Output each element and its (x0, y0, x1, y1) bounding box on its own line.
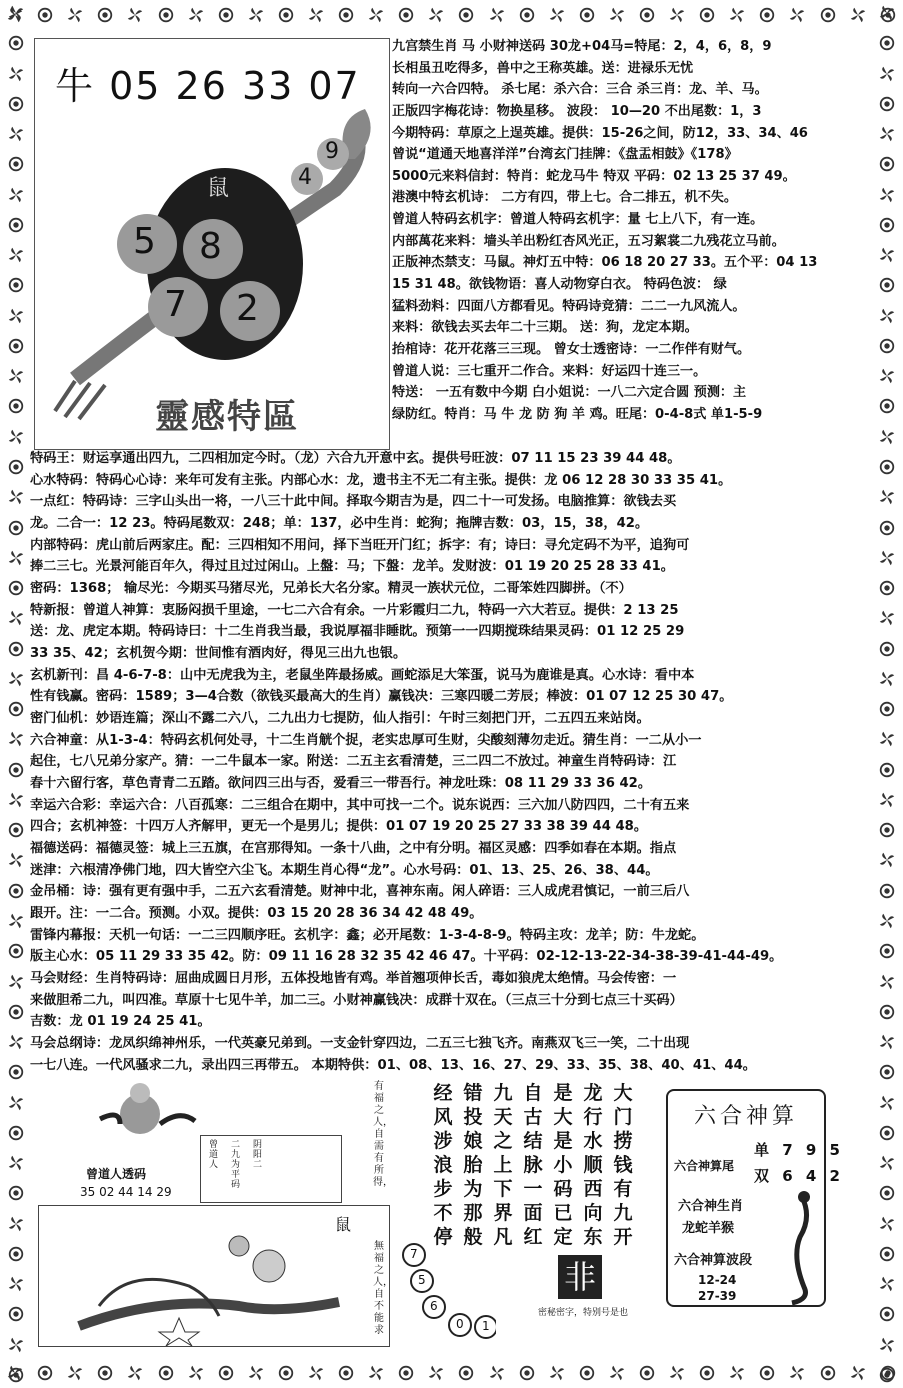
spiral-icon (878, 700, 896, 718)
spiral-icon (217, 6, 235, 24)
pinwheel-icon (7, 1094, 25, 1112)
pinwheel-icon (548, 1364, 566, 1382)
info-line: 内部萬花来料：墙头羊出粉红杏风光正，五习絮裳二九残花立马前。 (392, 233, 785, 249)
zodiac-value: 龙蛇羊猴 (682, 1221, 735, 1236)
pinwheel-icon (7, 730, 25, 748)
info-line: 绿防红。特肖：马 牛 龙 防 狗 羊 鸡。旺尾：0-4-8式 单1-5-9 (392, 406, 763, 422)
spiral-icon (878, 397, 896, 415)
info-line: 曾道人说：三七重开二作合。来料：好运四十连三一。 (392, 363, 707, 379)
info-line: 雷锋内幕报：天机一句话：一二三四顺序旺。玄机字：鑫；必开尾数：1-3-4-8-9。特码主攻：龙羊；防：牛龙蛇。 (30, 927, 705, 943)
info-line: 春十六留行客，草色青青二五踏。欲问四三出与否，爱看三一带吾行。神龙吐珠：08 11 29 33 36 42。 (30, 776, 652, 792)
info-line: 心水特码：特码心心诗：来年可发有主张。内部心水：龙，遗书主不无二有主张。提供：龙 06 12 28 30 33 35 41。 (30, 472, 732, 488)
spiral-icon (878, 821, 896, 839)
spiral-icon (878, 1184, 896, 1202)
spiral-icon (819, 6, 837, 24)
ball-digit: 7 (410, 1247, 418, 1261)
info-line: 六合神童：从1-3-4：特码玄机何处寻，十二生肖觥个捉，老实忠厚可生财，尖酸刻薄勿走近。猜生肖：一二从小一 (30, 732, 702, 748)
pinwheel-icon (7, 851, 25, 869)
pinwheel-icon (488, 6, 506, 24)
pinwheel-icon (878, 4, 896, 22)
side-note: 無福之人，自不能求 (373, 1241, 393, 1336)
spiral-icon (7, 216, 25, 234)
info-line: 密门仙机：妙语连篇；深山不露二六八，二九出力七提防，仙人指引：午时三刻把门开，二五四五来站岗。 (30, 711, 650, 727)
poem-column: 经风涉浪步不停 (433, 1082, 453, 1248)
ball-number: 7 (164, 284, 187, 325)
info-line: 长相虽丑吃得多，兽中之王称英雄。送：进禄乐无忧 (392, 60, 694, 76)
liuhe-title: 六合神算 (693, 1104, 798, 1129)
pinwheel-icon (668, 1364, 686, 1382)
side-note: 有福之人，自需有所得， (373, 1081, 393, 1188)
right-text-column (392, 36, 872, 426)
logo-panel (34, 38, 390, 450)
pinwheel-icon (878, 428, 896, 446)
pinwheel-icon (788, 1364, 806, 1382)
poem-column: 是大是小码已定 (553, 1082, 573, 1248)
info-line: 来做胆希二九，叫四准。草原十七见牛羊，加二三。小财神赢钱决：成群十双在。（三点三十分到七点三十买码） (30, 992, 683, 1008)
small-box (200, 1135, 342, 1203)
pinwheel-icon (728, 6, 746, 24)
pinwheel-icon (7, 367, 25, 385)
spiral-icon (578, 1364, 596, 1382)
stem-number: 4 (298, 165, 312, 190)
spiral-icon (96, 6, 114, 24)
pinwheel-icon (878, 912, 896, 930)
spiral-icon (878, 1124, 896, 1142)
daoren-numbers: 35 02 44 14 29 (80, 1185, 172, 1199)
liuhe-shensuan-box (666, 1089, 844, 1307)
info-line: 九宫禁生肖 马 小财神送码 30龙+04马=特尾：2，4，6，8，9 (392, 39, 772, 54)
pinwheel-icon (367, 6, 385, 24)
pinwheel-icon (367, 1364, 385, 1382)
pinwheel-icon (878, 186, 896, 204)
spiral-icon (7, 1245, 25, 1263)
pinwheel-icon (878, 246, 896, 264)
spiral-icon (7, 1305, 25, 1323)
pinwheel-icon (7, 791, 25, 809)
info-line: 送：龙、虎定本期。特码诗曰：十二生肖我当最，我说厚福非睡眈。预第一一四期搅珠结果灵码：01 12 25 29 (30, 624, 685, 640)
wave-label: 六合神算波段 (674, 1253, 753, 1268)
spiral-icon (7, 276, 25, 294)
info-line: 港澳中特玄机诗： 二方有四，带上七。合二排五，机不失。 (392, 190, 737, 206)
spiral-icon (878, 95, 896, 113)
logo-numbers: 牛 05 26 33 07 (55, 64, 361, 108)
spiral-icon (819, 1364, 837, 1382)
poem-column: 龙行水顺西向东 (583, 1082, 603, 1248)
info-line: 转向一六合四特。 杀七尾：杀六合：三合 杀三肖：龙、羊、马。 (392, 82, 768, 98)
pinwheel-icon (878, 670, 896, 688)
spiral-icon (277, 6, 295, 24)
info-line: 密码：1368； 输尽光：今期买马猪尽光，兄弟长大名分家。精灵一族状元位，二哥笨姓四脚拼。（不） (30, 581, 632, 597)
odd-numbers: 单 7 9 5 (754, 1141, 844, 1159)
right-border (873, 0, 901, 1388)
pinwheel-icon (608, 6, 626, 24)
pinwheel-icon (66, 1364, 84, 1382)
ball-number: 5 (133, 221, 156, 262)
info-line: 玄机新刊：昌 4-6-7-8：山中无虎我为主，老鼠坐阵最扬威。画蛇添足大笨蛋，说马为鹿谁是真。心水诗：看中本 (30, 667, 695, 683)
info-line: 版主心水：05 11 29 33 35 42。防：09 11 16 28 32 35 42 46 47。十平码：02-12-13-22-34-38-39-41-44-49。 (30, 949, 783, 965)
pinwheel-icon (488, 1364, 506, 1382)
main-text-block (30, 448, 873, 1076)
pinwheel-icon (548, 6, 566, 24)
pinwheel-icon (849, 6, 867, 24)
spiral-icon (7, 34, 25, 52)
spiral-icon (878, 519, 896, 537)
spiral-icon (7, 337, 25, 355)
spiral-icon (878, 216, 896, 234)
pinwheel-icon (849, 1364, 867, 1382)
even-numbers: 双 6 4 2 (754, 1167, 844, 1185)
spiral-icon (878, 34, 896, 52)
spiral-icon (7, 519, 25, 537)
spiral-icon (7, 700, 25, 718)
tail-label: 六合神算尾 (674, 1159, 735, 1173)
spiral-icon (638, 1364, 656, 1382)
info-line: 幸运六合彩：幸运六合：八百孤寒：二三组合在期中，其中可找一二个。说东说西：三六加八防四四，二十有五来 (30, 797, 690, 813)
info-line: 正版四字梅花诗：物换星移。 波段： 10—20 不出尾数：1，3 (392, 103, 762, 119)
spiral-icon (337, 6, 355, 24)
spiral-icon (878, 579, 896, 597)
spiral-icon (698, 6, 716, 24)
pinwheel-icon (247, 1364, 265, 1382)
info-line: 一七八连。一代风骚求二九，录出四三再带五。 本期特供：01、08、13、16、27、29、33、35、38、40、41、44。 (30, 1057, 756, 1073)
spiral-icon (217, 1364, 235, 1382)
spiral-icon (7, 95, 25, 113)
info-line: 跟开。注：一二合。预测。小双。提供：03 15 20 28 36 34 42 48 49。 (30, 906, 483, 922)
spiral-icon (7, 942, 25, 960)
stem-number: 9 (325, 139, 339, 164)
pinwheel-icon (788, 6, 806, 24)
spiral-icon (878, 458, 896, 476)
spiral-icon (518, 6, 536, 24)
pinwheel-icon (7, 125, 25, 143)
info-line: 龙。二合一：12 23。特码尾数双：248；单：137，必中生肖：蛇狗；拖牌吉数：03，15，38，42。 (30, 516, 649, 532)
small-col-text: 阴阳二 (253, 1140, 263, 1170)
spiral-icon (7, 882, 25, 900)
spiral-icon (7, 155, 25, 173)
pinwheel-icon (427, 6, 445, 24)
spiral-icon (337, 1364, 355, 1382)
spiral-icon (7, 761, 25, 779)
info-line: 金吊桶：诗：强有更有强中手，二五六玄看清楚。财神中北，喜神东南。闲人碎语：三人成虎君慎记，一前三后八 (30, 884, 690, 900)
pinwheel-icon (878, 1275, 896, 1293)
spiral-icon (7, 1003, 25, 1021)
spiral-icon (878, 1366, 896, 1384)
info-line: 抬棺诗：花开花落三三现。 曾女士透密诗：一二作伴有财气。 (392, 341, 751, 357)
pinwheel-icon (668, 6, 686, 24)
info-line: 起住，七八兄弟分家产。猜：一二牛鼠本一家。附送：二五主玄看清楚，三二四二不放过。神童生肖特码诗：江 (30, 754, 677, 770)
pinwheel-icon (878, 65, 896, 83)
spiral-icon (7, 821, 25, 839)
pinwheel-icon (7, 246, 25, 264)
pinwheel-icon (7, 1275, 25, 1293)
pinwheel-icon (878, 367, 896, 385)
pinwheel-icon (427, 1364, 445, 1382)
info-line: 曾道人特码玄机字：曾道人特码玄机字：量 七上八下，有一连。 (392, 212, 764, 228)
bottom-border (0, 1360, 903, 1386)
pinwheel-icon (878, 791, 896, 809)
ball-digit: 0 (456, 1317, 464, 1331)
zodiac-mark: 鼠 (335, 1215, 352, 1234)
poem-column: 大门捞钱有九开 (613, 1082, 633, 1248)
spiral-icon (878, 882, 896, 900)
info-line: 5000元来料信封：特肖：蛇龙马牛 特双 平码：02 13 25 37 49。 (392, 168, 796, 184)
pinwheel-icon (7, 1336, 25, 1354)
wave-value: 27-39 (698, 1289, 737, 1303)
fei-caption: 密秘密字，特别号是也 (538, 1308, 629, 1318)
logo-title: 靈感特區 (155, 397, 299, 437)
pinwheel-icon (7, 1154, 25, 1172)
spiral-icon (578, 6, 596, 24)
bottom-section (30, 1075, 873, 1360)
page-content (30, 30, 873, 1360)
info-line: 捧二三七。光景河能百年久，得过且过过闲山。上盤：马；下盤：龙羊。发财波：01 19 20 25 28 33 41。 (30, 559, 674, 575)
spiral-icon (36, 1364, 54, 1382)
spiral-icon (7, 640, 25, 658)
left-border (2, 0, 30, 1388)
spiral-icon (7, 1184, 25, 1202)
spiral-icon (878, 761, 896, 779)
pinwheel-icon (878, 1336, 896, 1354)
info-line: 特送： 一五有数中今期 白小姐说：一八二六定合圆 预测：主 (392, 385, 747, 401)
spiral-icon (878, 155, 896, 173)
info-line: 迷津：六根清净佛门地，四大皆空六尘飞。本期生肖心得“龙”。心水号码：01、13、25、26、38、44。 (30, 862, 659, 878)
spiral-icon (457, 6, 475, 24)
info-line: 今期特码：草原之上逞英雄。提供：15-26之间，防12，33、34、46 (392, 125, 808, 141)
hatch-lines (55, 381, 105, 419)
spiral-icon (7, 579, 25, 597)
info-line: 曾说“道通天地喜洋洋”台湾玄门挂牌：《盘盂相鼓》《178》 (392, 147, 738, 163)
pinwheel-icon (878, 973, 896, 991)
spiral-icon (457, 1364, 475, 1382)
pinwheel-icon (878, 1154, 896, 1172)
spiral-icon (878, 942, 896, 960)
info-line: 福德送码：福德灵签：城上三五旗，在宫那得知。一条十八曲，之中有分明。福区灵感：四季如春在本期。指点 (30, 841, 677, 857)
pinwheel-icon (878, 549, 896, 567)
info-line: 猛料劲料：四面八方都看见。特码诗竞猜：二二一九风流人。 (392, 298, 746, 314)
ball-digit: 1 (482, 1319, 490, 1333)
pinwheel-icon (247, 6, 265, 24)
pinwheel-icon (307, 1364, 325, 1382)
pinwheel-icon (7, 65, 25, 83)
spiral-icon (7, 1366, 25, 1384)
spiral-icon (758, 6, 776, 24)
poem-column: 九天之上下界凡 (493, 1082, 513, 1248)
spiral-icon (397, 6, 415, 24)
spiral-icon (7, 397, 25, 415)
pinwheel-icon (7, 670, 25, 688)
pinwheel-icon (7, 4, 25, 22)
spiral-icon (96, 1364, 114, 1382)
illustration-box (38, 1205, 390, 1347)
spiral-icon (698, 1364, 716, 1382)
pinwheel-icon (307, 6, 325, 24)
info-line: 吉数：龙 01 19 24 25 41。 (30, 1014, 211, 1030)
pinwheel-icon (878, 125, 896, 143)
spiral-icon (397, 1364, 415, 1382)
pinwheel-icon (878, 1215, 896, 1233)
info-line: 一点红：特码诗：三字山头出一将，一八三十此中间。择取今期吉为是，四二十一可发扬。电脑推算：欲钱去买 (30, 494, 677, 510)
pinwheel-icon (126, 1364, 144, 1382)
figure-drawing (782, 1187, 822, 1307)
spiral-icon (7, 1063, 25, 1081)
pinwheel-icon (7, 973, 25, 991)
pinwheel-icon (7, 307, 25, 325)
small-col-text: 二九为平码 (231, 1140, 241, 1190)
ball-digit: 6 (430, 1299, 438, 1313)
pinwheel-icon (7, 186, 25, 204)
pinwheel-icon (878, 1094, 896, 1112)
small-col-text: 曾道人 (209, 1140, 219, 1170)
pinwheel-icon (7, 1215, 25, 1233)
spiral-icon (758, 1364, 776, 1382)
info-line: 性有钱赢。密码：1589；3—4合数（欲钱买最高大的生肖）赢钱决：三寒四暖二芳辰；棒波：01 07 12 25 30 47。 (30, 689, 733, 705)
spiral-icon (36, 6, 54, 24)
info-line: 来料：欲钱去买去年二十三期。 送：狗，龙定本期。 (392, 320, 698, 336)
daoren-label: 曾道人透码 (86, 1167, 147, 1181)
info-line: 马会财经：生肖特码诗：屈曲成圆日月形，五体投地皆有鸡。举首翘项伸长舌，毒如狼虎太绝情。马会传密：一 (30, 971, 677, 987)
poem-column: 自古结脉一面红 (523, 1082, 543, 1248)
info-line: 四合；玄机神签：十四万人齐解甲，更无一个是男儿；提供：01 07 19 20 25 27 33 38 39 44 48。 (30, 819, 648, 835)
info-line: 特码王：财运享通出四九，二四相加定今时。（龙）六合九开意中玄。提供号旺波：07 11 15 23 39 44 48。 (30, 451, 681, 466)
pinwheel-icon (7, 488, 25, 506)
spiral-icon (878, 1245, 896, 1263)
pinwheel-icon (187, 6, 205, 24)
pinwheel-icon (728, 1364, 746, 1382)
fei-box: 非 (558, 1255, 602, 1299)
info-line: 马会总纲诗：龙凤织绵神州乐，一代英豪兄弟到。一支金针穿四边，二五三七独飞齐。南燕双飞三一笑，二十出现 (30, 1036, 690, 1052)
pinwheel-icon (878, 609, 896, 627)
spiral-icon (878, 1003, 896, 1021)
info-line: 正版神杰禁支：马鼠。神灯五中特：06 18 20 27 33。五个平：04 13 (392, 255, 818, 271)
info-line: 33 35、42；玄机贺今期：世间惟有酒肉好，得见三出九也银。 (30, 646, 407, 662)
top-border (0, 2, 903, 28)
spiral-icon (157, 6, 175, 24)
ball-number: 2 (236, 288, 259, 329)
pinwheel-icon (878, 851, 896, 869)
spiral-icon (277, 1364, 295, 1382)
info-line: 内部特码：虎山前后两家庄。配：三四相知不用问，择下当旺开门红；拆字：有；诗曰：寻允定码不为平，追狗可 (30, 537, 690, 553)
poem-column: 错投娘胎为那般 (463, 1082, 483, 1248)
pinwheel-icon (608, 1364, 626, 1382)
spiral-icon (878, 276, 896, 294)
pinwheel-icon (878, 1033, 896, 1051)
spiral-icon (638, 6, 656, 24)
spiral-icon (157, 1364, 175, 1382)
pinwheel-icon (7, 912, 25, 930)
info-line: 特新报：曾道人神算：衷肠闷损千里途，一七二六合有余。一片彩霞归二九，特码一六大若豆。提供：2 13 25 (30, 602, 679, 618)
pinwheel-icon (878, 307, 896, 325)
spiral-icon (878, 1063, 896, 1081)
pinwheel-icon (7, 549, 25, 567)
pinwheel-icon (187, 1364, 205, 1382)
spiral-icon (878, 337, 896, 355)
cartoon-figure (70, 1079, 220, 1149)
pinwheel-icon (7, 609, 25, 627)
spiral-icon (878, 1305, 896, 1323)
info-line: 15 31 48。欲钱物语：喜人动物穿白衣。 特码色波： 绿 (392, 277, 727, 293)
spiral-icon (518, 1364, 536, 1382)
ball-digit: 5 (418, 1273, 426, 1287)
pinwheel-icon (7, 428, 25, 446)
pinwheel-icon (7, 1033, 25, 1051)
logo-zodiac: 鼠 (207, 176, 230, 201)
pinwheel-icon (878, 730, 896, 748)
pinwheel-icon (126, 6, 144, 24)
spiral-icon (7, 458, 25, 476)
spiral-icon (7, 1124, 25, 1142)
spiral-icon (878, 640, 896, 658)
pinwheel-icon (66, 6, 84, 24)
wave-value: 12-24 (698, 1273, 737, 1287)
ball-number: 8 (199, 226, 222, 267)
zodiac-label: 六合神生肖 (678, 1199, 744, 1214)
pinwheel-icon (878, 488, 896, 506)
